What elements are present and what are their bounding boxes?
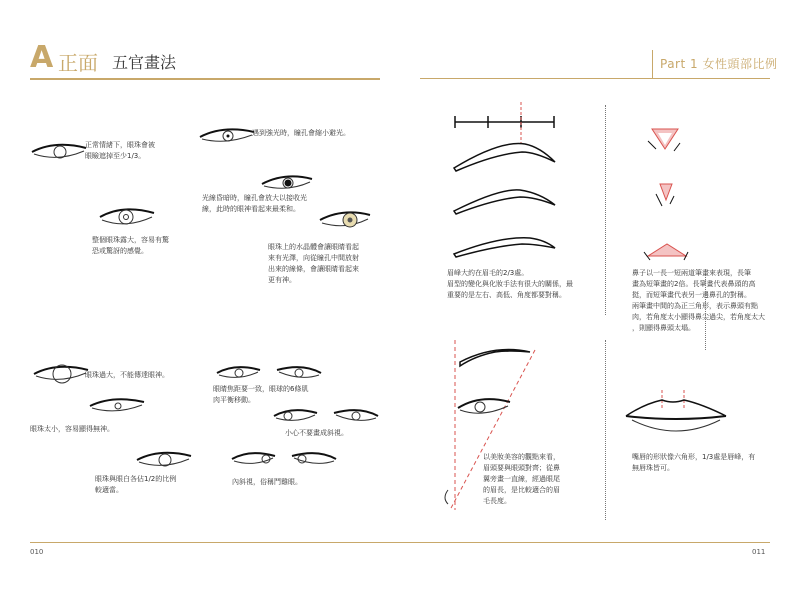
nose-illustration-3 — [644, 240, 690, 264]
part-title: Part 1 女性頭部比例 — [660, 57, 778, 71]
caption-line: 更有神。 — [268, 276, 296, 284]
eye-illustration-4 — [98, 205, 158, 230]
eye-illustration-7 — [88, 395, 148, 417]
caption-line: 正常情緒下，眼珠會被 — [85, 141, 155, 149]
eye-illustration-5 — [318, 208, 373, 233]
caption-eye-normal — [85, 140, 155, 162]
caption-eye-strong-light — [252, 128, 350, 139]
caption-line: 眼睛焦距要一致，眼球的6條肌 — [213, 385, 309, 393]
caption-line: 內斜視，俗稱鬥雞眼。 — [232, 478, 302, 486]
lips-illustration — [622, 390, 732, 440]
guide-line — [705, 270, 706, 350]
page-number-right: 011 — [752, 548, 766, 556]
caption-line: 遇到強光時，瞳孔會縮小避光。 — [252, 129, 350, 137]
header-rule-right — [420, 78, 770, 79]
eye-illustration-6 — [32, 362, 92, 386]
caption-line: 眉頭要與眼頭對齊；從鼻 — [483, 464, 560, 472]
caption-line: 較適當。 — [95, 486, 123, 494]
nose-illustration-2 — [650, 180, 680, 210]
caption-line: 線，此時的眼神看起來最柔和。 — [202, 205, 300, 213]
section-subtitle: 五官畫法 — [112, 53, 177, 72]
eye-pair-focus — [215, 362, 325, 384]
caption-line: 的眉長，是比較適合的眉 — [483, 486, 560, 494]
nose-illustration-1 — [648, 125, 684, 155]
caption-line: 眼珠太小，容易顯得無神。 — [30, 425, 114, 433]
caption-line: 眼珠上的水晶體會讓眼睛看起 — [268, 243, 359, 251]
caption-eye-proportion — [95, 474, 176, 496]
caption-eye-large-iris — [85, 370, 169, 381]
eye-illustration-8 — [135, 448, 195, 472]
eyebrow-illustration-2 — [450, 185, 560, 217]
caption-line: 光線昏暗時，瞳孔會放大以接收光 — [202, 194, 307, 202]
caption-eye-squint — [285, 428, 348, 439]
eyebrow-illustration-1 — [450, 138, 560, 173]
caption-line: 重要的是左右、高低、角度都要對稱。 — [447, 291, 566, 299]
eye-pair-squint — [272, 405, 382, 427]
eyebrow-ruler — [452, 110, 562, 140]
section-title: 正面 — [58, 51, 98, 75]
eye-illustration-2 — [198, 125, 258, 147]
caption-eye-small-iris — [30, 424, 114, 435]
caption-line: 肉平衡移動。 — [213, 396, 255, 404]
eye-pair-crossed — [230, 448, 340, 470]
eyebrow-illustration-3 — [450, 230, 560, 260]
header-divider — [652, 50, 653, 78]
caption-line: 挺，而短筆畫代表另一邊鼻孔的對稱。 — [632, 291, 751, 299]
caption-eyebrow-alignment — [483, 452, 560, 507]
footer-rule — [30, 542, 770, 543]
caption-line: 小心不要畫成斜視。 — [285, 429, 348, 437]
caption-line: 眉型的變化與化妝手法有很大的關係，最 — [447, 280, 573, 288]
caption-eye-lens — [268, 242, 359, 286]
caption-line: 毛長度。 — [483, 497, 511, 505]
caption-line: ，則顯得鼻頭太塌。 — [632, 324, 695, 332]
caption-eye-wide — [92, 235, 169, 257]
caption-line: 來有光澤，向從瞳孔中間放射 — [268, 254, 359, 262]
caption-nose — [632, 268, 765, 334]
caption-line: 兩筆畫中間的為正三角形，表示鼻頭有點 — [632, 302, 758, 310]
caption-line: 鼻子以一長一短兩道筆畫來表現，長筆 — [632, 269, 751, 277]
caption-eye-dim-light — [202, 193, 307, 215]
caption-line: 嘴唇的形狀像六角形，1/3處是唇峰，有 — [632, 453, 756, 461]
caption-line: 恐或驚訝的感覺。 — [92, 247, 148, 255]
guide-line — [605, 105, 606, 315]
page-number-left: 010 — [30, 548, 44, 556]
caption-line: 整個眼珠露大，容易有驚 — [92, 236, 169, 244]
caption-eye-focus — [213, 384, 308, 406]
guide-line — [605, 340, 606, 520]
caption-eyebrow — [447, 268, 573, 301]
caption-line: 眉峰大約在眉毛的2/3處。 — [447, 269, 529, 277]
caption-line: 肉，若角度太小顯得鼻尖過尖，若角度太大 — [632, 313, 765, 321]
caption-line: 以美妝美容的觀點來看， — [483, 453, 560, 461]
eye-illustration-3 — [260, 172, 315, 194]
caption-eye-crossed — [232, 477, 302, 488]
caption-line: 無唇珠皆可。 — [632, 464, 674, 472]
caption-line: 眼珠與眼白各佔1/2的比例 — [95, 475, 177, 483]
caption-line: 出來的線條，會讓眼睛看起來 — [268, 265, 359, 273]
caption-line: 眼珠過大，不能傳達眼神。 — [85, 371, 169, 379]
header-rule-left — [30, 78, 380, 80]
eye-illustration-1 — [30, 140, 90, 165]
caption-lips — [632, 452, 755, 474]
caption-line: 翼旁畫一直線，經過眼尾 — [483, 475, 560, 483]
section-letter: A — [30, 40, 54, 75]
caption-line: 眼瞼遮掉至少1/3。 — [85, 152, 146, 160]
caption-line: 畫為短筆畫的2倍。長筆畫代表鼻頭的高 — [632, 280, 756, 288]
